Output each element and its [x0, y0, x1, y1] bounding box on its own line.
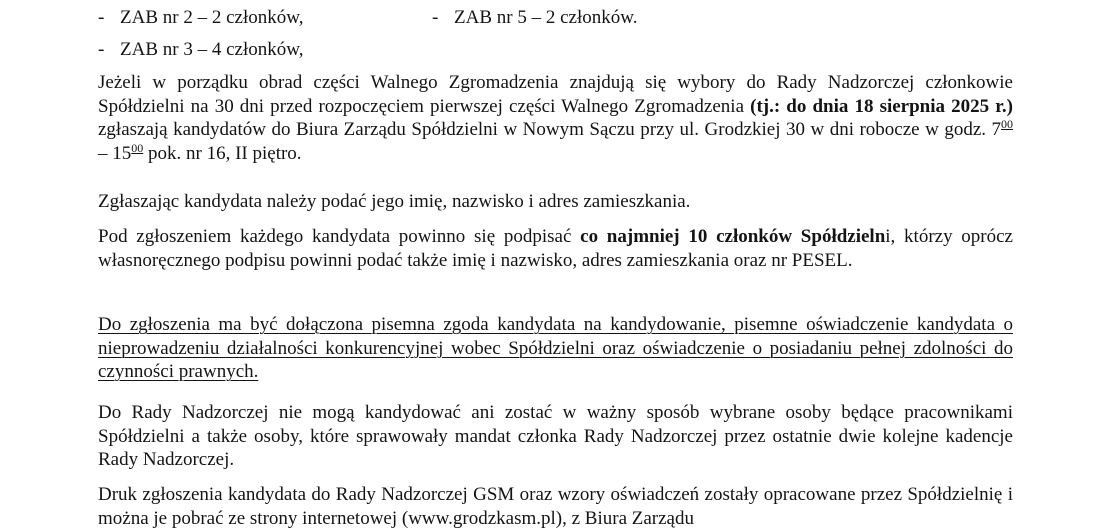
list-item-zab-5 [432, 6, 637, 30]
list-item-text: ZAB nr 2 – 2 członków, [120, 7, 304, 28]
list-bullet: - [98, 39, 105, 60]
underlined-requirement: Do zgłoszenia ma być dołączona pisemna zgoda kandydata na kandydowanie, pisemne oświadczenie kandydata o nieprowadzeniu działalności konkurencyjnej wobec Spółdzielni oraz oświadczenie o posiadaniu pełnej zdolności do czynności prawnych. [98, 314, 1013, 382]
list-bullet: - [98, 7, 105, 28]
paragraph-text: Druk zgłoszenia kandydata do Rady Nadzorczej GSM oraz wzory oświadczeń zostały opracowane przez Spółdzielnię i można je pobrać ze strony internetowej (www.grodzkasm.pl), z Biura Zarządu [98, 484, 1013, 529]
hour-end-superscript: 00 [131, 140, 144, 155]
paragraph-required-attachments [98, 313, 1013, 384]
paragraph-text: Pod zgłoszeniem każdego kandydata powinno się podpisać [98, 226, 581, 247]
list-item-text: ZAB nr 3 – 4 członków, [120, 39, 304, 60]
paragraph-text: zgłaszają kandydatów do Biura Zarządu Spółdzielni w Nowym Sączu przy ul. Grodzkiej 30 w dni robocze w godz. 7 [98, 119, 1001, 140]
paragraph-candidate-details [98, 190, 1013, 214]
paragraph-election-deadline [98, 71, 1013, 165]
deadline-date: (tj.: do dnia 18 sierpnia 2025 r.) [750, 95, 1014, 117]
paragraph-signatures [98, 225, 1013, 272]
paragraph-text: i, którzy oprócz własnoręcznego podpisu powinni podać także imię i nazwisko, adres zamieszkania oraz nr PESEL. [98, 226, 1013, 271]
list-bullet: - [432, 7, 439, 28]
paragraph-text: Jeżeli w porządku obrad części Walnego Zgromadzenia znajdują się wybory do Rady Nadzorczej członkowie Spółdzielni na 30 dni przed rozpoczęciem pierwszej części Walnego Zgromadzenia [98, 72, 1013, 117]
list-item-zab-2 [98, 6, 303, 30]
signature-requirement: co najmniej 10 członków Spółdzieln [580, 226, 886, 247]
paragraph-forms-download [98, 483, 1013, 530]
paragraph-eligibility [98, 401, 1013, 472]
paragraph-text: Zgłaszając kandydata należy podać jego imię, nazwisko i adres zamieszkania. [98, 191, 691, 212]
list-item-zab-3 [98, 38, 303, 62]
paragraph-text: – 15 [98, 142, 132, 164]
list-item-text: ZAB nr 5 – 2 członków. [454, 7, 638, 28]
hour-start-superscript: 00 [1001, 117, 1013, 131]
paragraph-text: Do Rady Nadzorczej nie mogą kandydować ani zostać w ważny sposób wybrane osoby będące pracownikami Spółdzielni a także osoby, które sprawowały mandat członka Rady Nadzorczej przez ostatnie dwie kolejne kadencje Rady Nadzorczej. [98, 402, 1013, 470]
paragraph-text: pok. nr 16, II piętro. [143, 142, 302, 164]
